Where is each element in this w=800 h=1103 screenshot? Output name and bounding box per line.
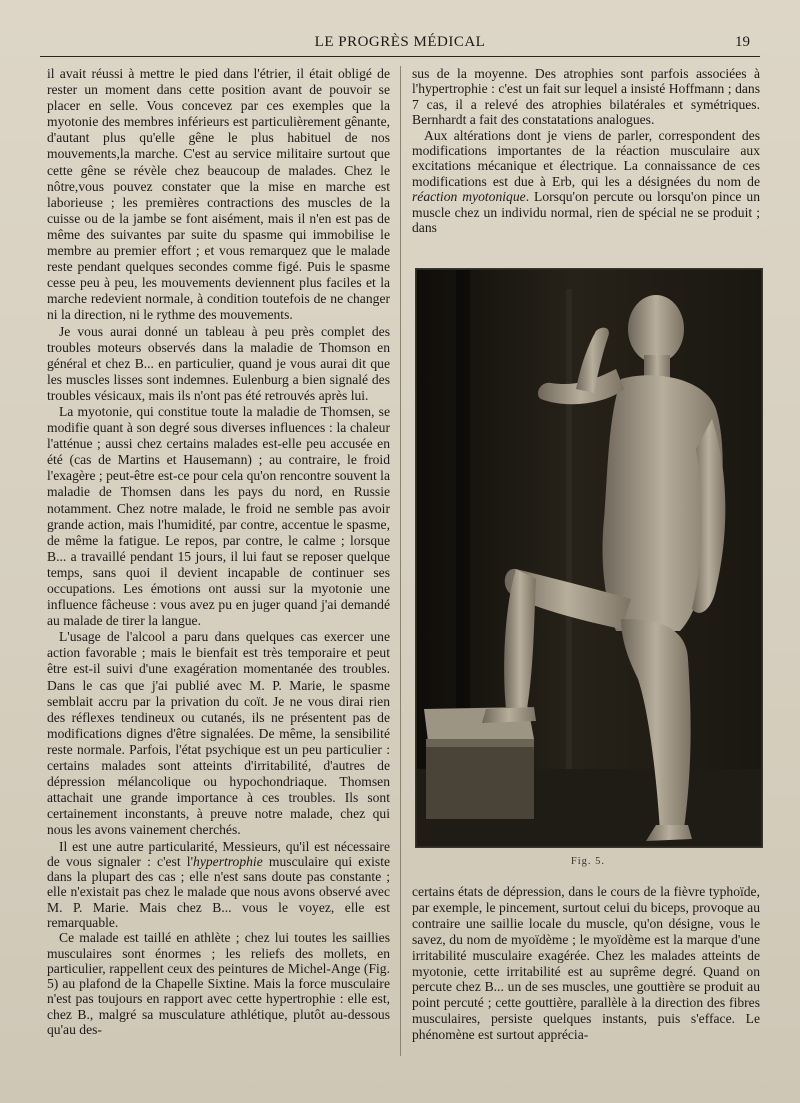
paragraph: Je vous aurai donné un tableau à peu près complet des troubles moteurs observés dans la maladie de Thomson en général et chez B... en particulier, quand je vous aurai dit que les muscles lisses sont indemnes. Eulenburg a bien signalé des troubles vésicaux, mais ils n'ont pas été retrouvés après lui. [47, 323, 390, 403]
paragraph: il avait réussi à mettre le pied dans l'étrier, il était obligé de rester un moment dans cette position avant de pouvoir se placer en selle. Vous concevez par ces exemples que la myotonie des membres inférieurs est particulièrement gênante, d'autant plus qu'elle gêne le plus habituel de nos mouvements,la marche. C'est au service militaire surtout que cette gêne se révèle chez beaucoup de malades. Chez le nôtre,vous pouvez constater que la mise en marche est laborieuse ; les premières contractions des muscles de la cuisse ou de la jambe se font aisément, mais il n'en est pas de même des suivantes par suite du spasme qui immobilise le membre au premier effort ; et vous remarquez que le malade reste pendant quelques secondes comme figé. Puis le spasme cesse peu à peu, les mouvements deviennent plus faciles et la marche redevient normale, à condition toutefois de ne changer ni la direction, ni le rythme des mouvements. [47, 66, 390, 323]
paragraph: sus de la moyenne. Des atrophies sont parfois associées à l'hypertrophie : c'est un fait sur lequel a insisté Hoffmann ; dans 7 cas, il a relevé des atrophies bilatérales et symétriques. Bernhardt a fait des constatations analogues. [412, 66, 760, 128]
figure-photograph [415, 268, 763, 848]
paragraph [47, 839, 390, 931]
column-divider [400, 66, 401, 1056]
figure-caption: Fig. 5. [570, 856, 606, 867]
italic-term: réaction myotonique [412, 189, 526, 205]
text-run: musculaire qui existe dans la plupart des cas ; elle n'est sans doute pas constante ; elle n'existait pas chez le malade que nous avons observé avec M. P. Marie. Mais chez B... vous le voyez, elle est remarquable. [47, 853, 391, 930]
text-run: Aux altérations dont je viens de parler, correspondent des modifications importantes de la réaction musculaire aux excitations mécanique et électrique. La connaissance de ces modifications est due à Erb, qui les a désignées du nom de [412, 127, 760, 189]
text-run: . Lorsqu'on percute ou lorsqu'on pince un muscle chez un individu normal, rien de spécial ne se produit ; dans [412, 189, 761, 236]
running-head [40, 30, 760, 57]
paragraph: Ce malade est taillé en athlète ; chez lui toutes les saillies musculaires sont énormes ; les reliefs des mollets, en particulier, rappellent ceux des peintures de Michel-Ange (Fig. 5) au plafond de la Chapelle Sixtine. Mais la force musculaire n'est pas toujours en rapport avec cette hypertrophie : elle est, chez B., malgré sa musculature athlétique, plutôt au-dessous qu'au des- [47, 930, 390, 1038]
standing-man-photo [416, 269, 762, 847]
right-column-continuation [412, 884, 760, 1043]
left-column [47, 66, 390, 1037]
paragraph: L'usage de l'alcool a paru dans quelques cas exercer une action favorable ; mais le bienfait est très temporaire et peut être est-il suivi d'une exagération momentanée des troubles. Dans le cas que j'ai publié avec M. P. Marie, le spasme semblait accru par la privation du coït. Je ne vous dirai rien des réflexes tendineux ou cutanés, ils ne présentent pas de modifications dignes d'être signalées. De même, la sensibilité reste normale. Parfois, l'état psychique est un peu particulier : certains malades sont atteints d'irritabilité, d'autres de dépression mélancolique ou hypochondriaque. Thomsen attachait une grande importance à ces troubles. Ils sont certainement inconstants, à preuve notre malade, chez qui nous les avons vainement cherchés. [47, 629, 390, 838]
journal-title: LE PROGRÈS MÉDICAL [314, 34, 486, 50]
text-run: Il est une autre particularité, Messieurs, qu'il est nécessaire de vous signaler : c'est l' [47, 838, 390, 869]
paragraph: La myotonie, qui constitue toute la maladie de Thomsen, se modifie quant à son degré sous diverses influences : la chaleur l'atténue ; aussi chez certains malades est-elle peu accusée en été (cas de Martins et Hausemann) ; au contraire, le froid l'exagère ; peut-être est-ce pour cela qu'on rencontre souvent la maladie de Thomsen dans les pays du nord, en Russie notamment. Chez notre malade, le froid ne semble pas avoir grande action, mais l'humidité, par contre, accentue le spasme, de même la fatigue. Le repos, par contre, le calme ; lorsque B... a travaillé pendant 15 jours, il lui faut se reposer quelque temps, sans quoi il devient incapable de continuer ses occupations. Les émotions ont aussi sur la myotonie une influence fâcheuse : vous avez pu en juger quand j'ai demandé au malade de tirer la langue. [47, 403, 390, 629]
paragraph [412, 128, 760, 236]
step-block [424, 707, 534, 819]
italic-term: hypertrophie [193, 853, 263, 869]
paragraph: certains états de dépression, dans le cours de la fièvre typhoïde, par exemple, le pincement, surtout celui du biceps, provoque au contraire une saillie locale du muscle, qu'on désigne, vous le savez, du nom de myoïdème ; le myoïdème est la marque d'une irritabilité musculaire exagérée. Chez les malades atteints de myotonie, cette irritabilité est au suprême degré. Quand on percute chez B... un de ses muscles, une gouttière se produit au point percuté ; cette gouttière, parallèle à la direction des fibres musculaires, persiste quelques instants, puis s'efface. Le phénomène est surtout apprécia- [412, 884, 760, 1043]
page-number: 19 [735, 34, 750, 50]
